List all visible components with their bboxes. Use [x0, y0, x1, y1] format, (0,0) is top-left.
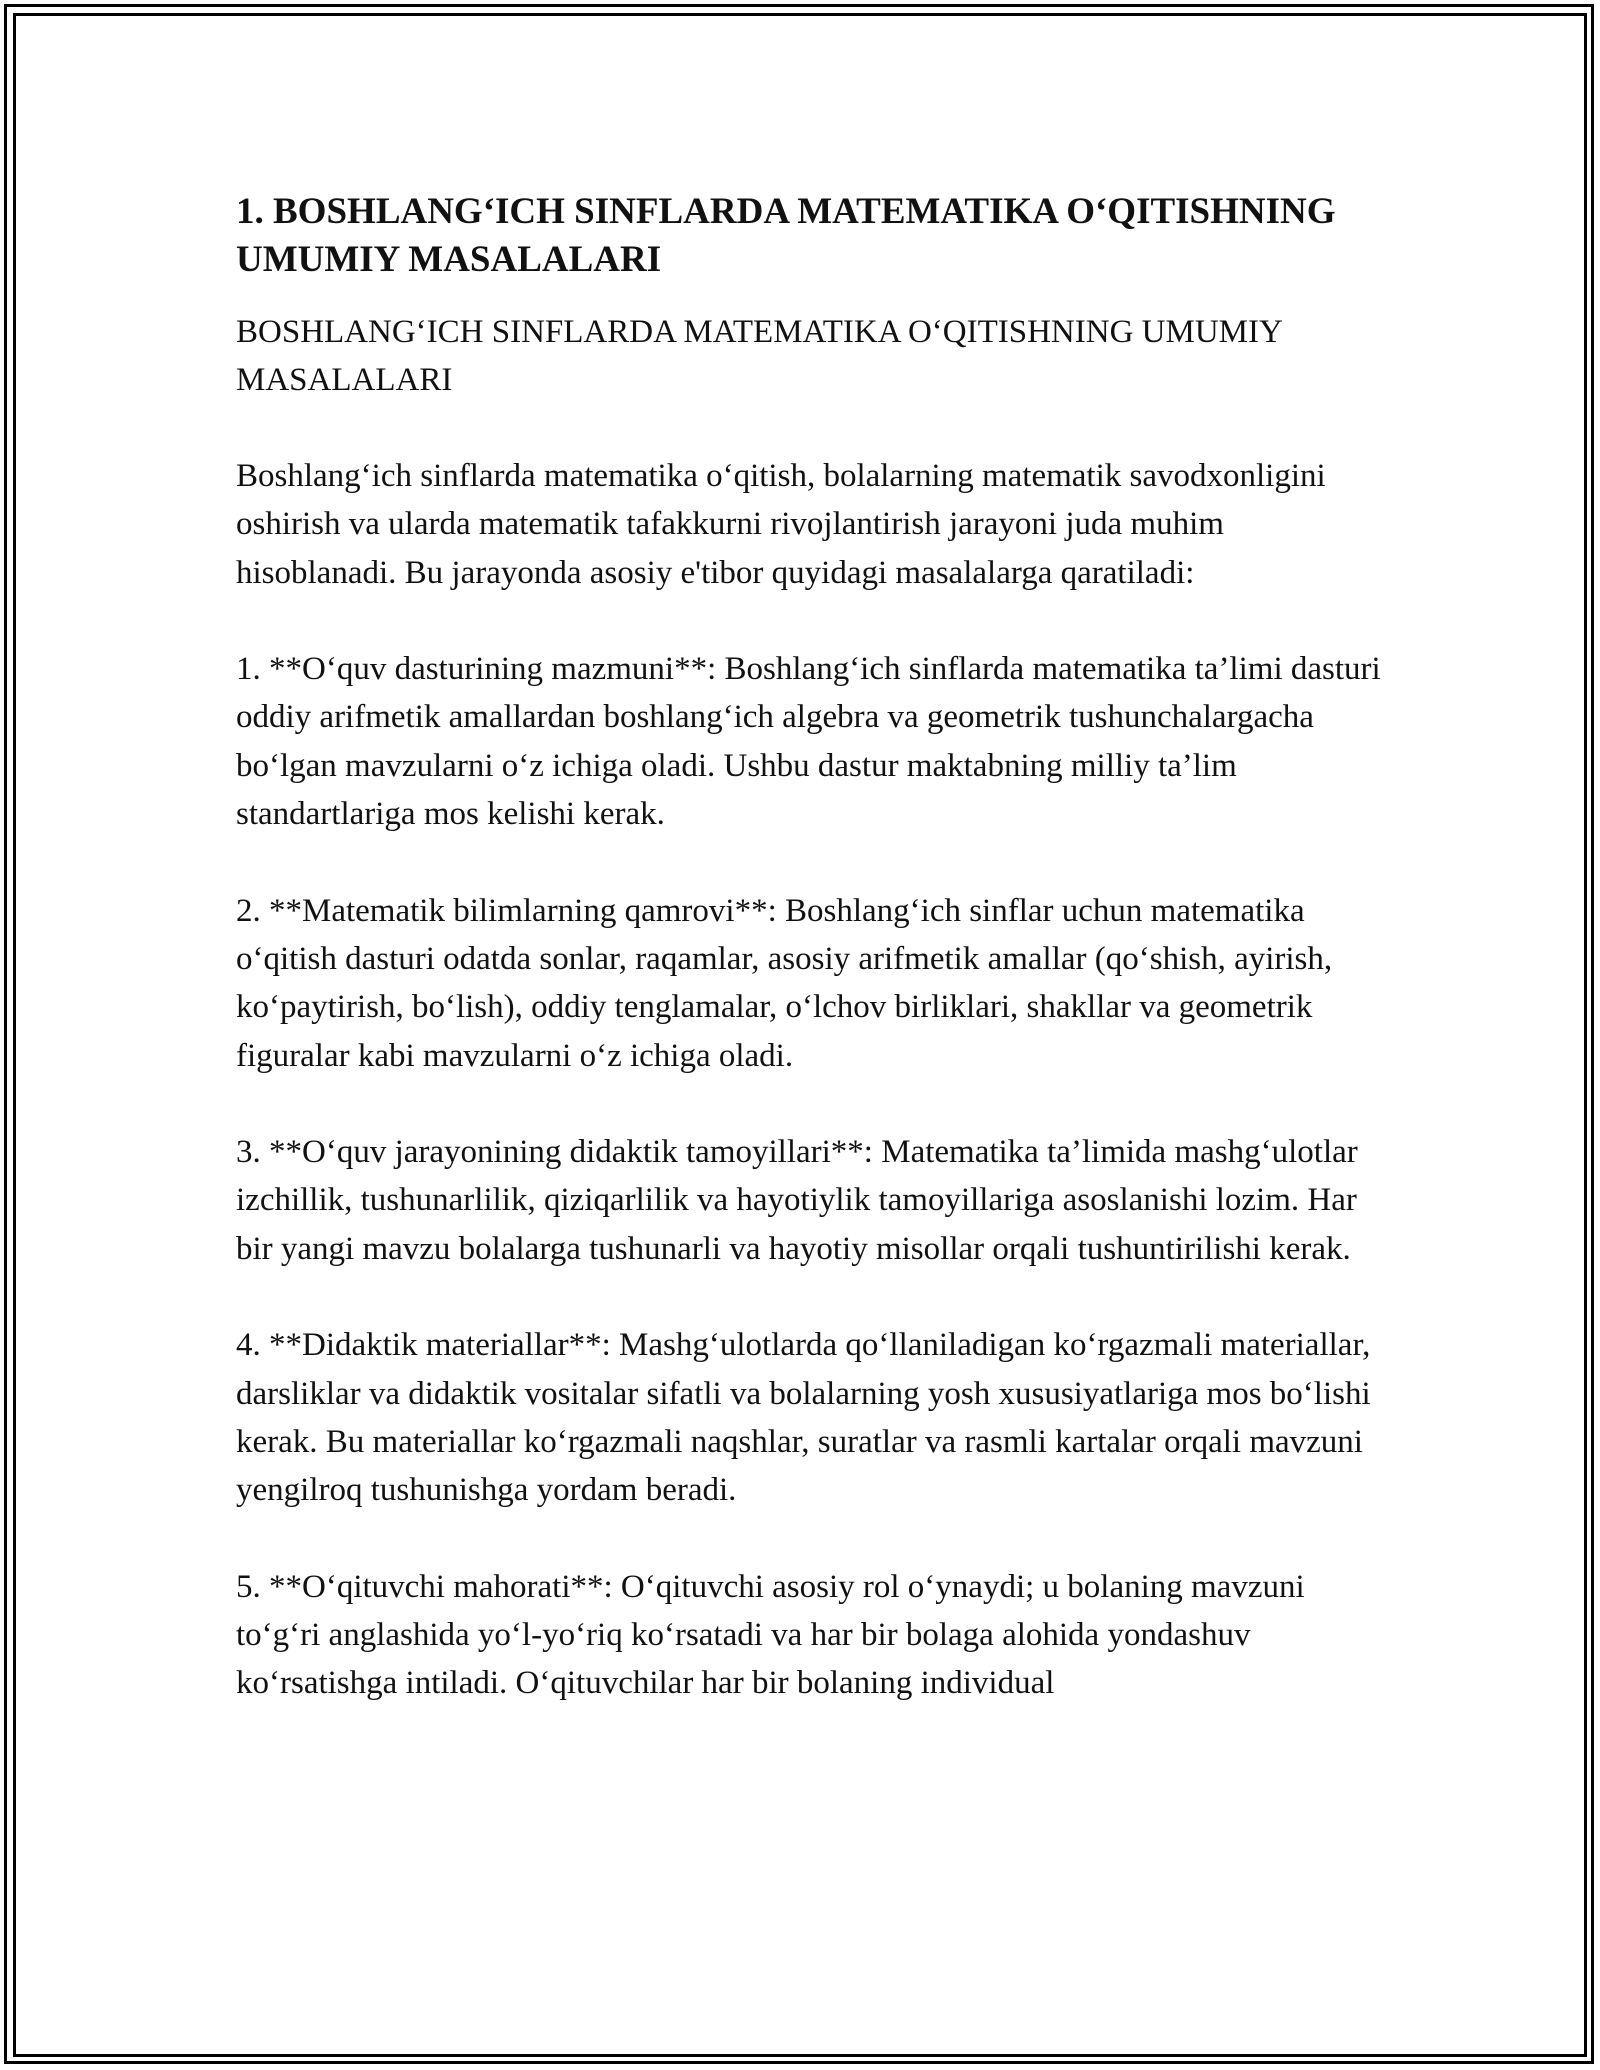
list-item: 5. **O‘qituvchi mahorati**: O‘qituvchi asosiy rol o‘ynaydi; u bolaning mavzuni to‘g‘ri anglashida yo‘l-yo‘riq ko‘rsatadi va har bir bolaga alohida yondashuv ko‘rsatishga intiladi. O‘qituvchilar har bir bolaning individual: [236, 1568, 1305, 1702]
document-subtitle: BOSHLANG‘ICH SINFLARDA MATEMATIKA O‘QITISHNING UMUMIY MASALALARI: [236, 314, 1282, 398]
list-item: 2. **Matematik bilimlarning qamrovi**: Boshlang‘ich sinflar uchun matematika o‘qitish dasturi odatda sonlar, raqamlar, asosiy arifmetik amallar (qo‘shish, ayirish, ko‘paytirish, bo‘lish), oddiy tenglamalar, o‘lchov birliklari, shakllar va geometrik figuralar kabi mavzularni o‘z ichiga oladi.: [236, 892, 1333, 1074]
intro-paragraph: Boshlang‘ich sinflarda matematika o‘qitish, bolalarning matematik savodxonligini oshirish va ularda matematik tafakkurni rivojlantirish jarayoni juda muhim hisoblanadi. Bu jarayonda asosiy e'tibor quyidagi masalalarga qaratiladi:: [236, 458, 1326, 591]
list-item: 1. **O‘quv dasturining mazmuni**: Boshlang‘ich sinflarda matematika ta’limi dasturi oddiy arifmetik amallardan boshlang‘ich algebra va geometrik tushunchalargacha bo‘lgan mavzularni o‘z ichiga oladi. Ushbu dastur maktabning milliy ta’lim standartlariga mos kelishi kerak.: [236, 651, 1381, 833]
document-body: [236, 188, 1386, 1756]
list-item: 3. **O‘quv jarayonining didaktik tamoyillari**: Matematika ta’limida mashg‘ulotlar izchillik, tushunarlilik, qiziqarlilik va hayotiylik tamoyillariga asoslanishi lozim. Har bir yangi mavzu bolalarga tushunarli va hayotiy misollar orqali tushuntirilishi kerak.: [236, 1134, 1358, 1267]
document-heading: 1. BOSHLANG‘ICH SINFLARDA MATEMATIKA O‘QITISHNING UMUMIY MASALALARI: [236, 191, 1336, 280]
list-item: 4. **Didaktik materiallar**: Mashg‘ulotlarda qo‘llaniladigan ko‘rgazmali materiallar, darsliklar va didaktik vositalar sifatli va bolalarning yosh xususiyatlariga mos bo‘lishi kerak. Bu materiallar ko‘rgazmali naqshlar, suratlar va rasmli kartalar orqali mavzuni yengilroq tushunishga yordam beradi.: [236, 1327, 1371, 1509]
